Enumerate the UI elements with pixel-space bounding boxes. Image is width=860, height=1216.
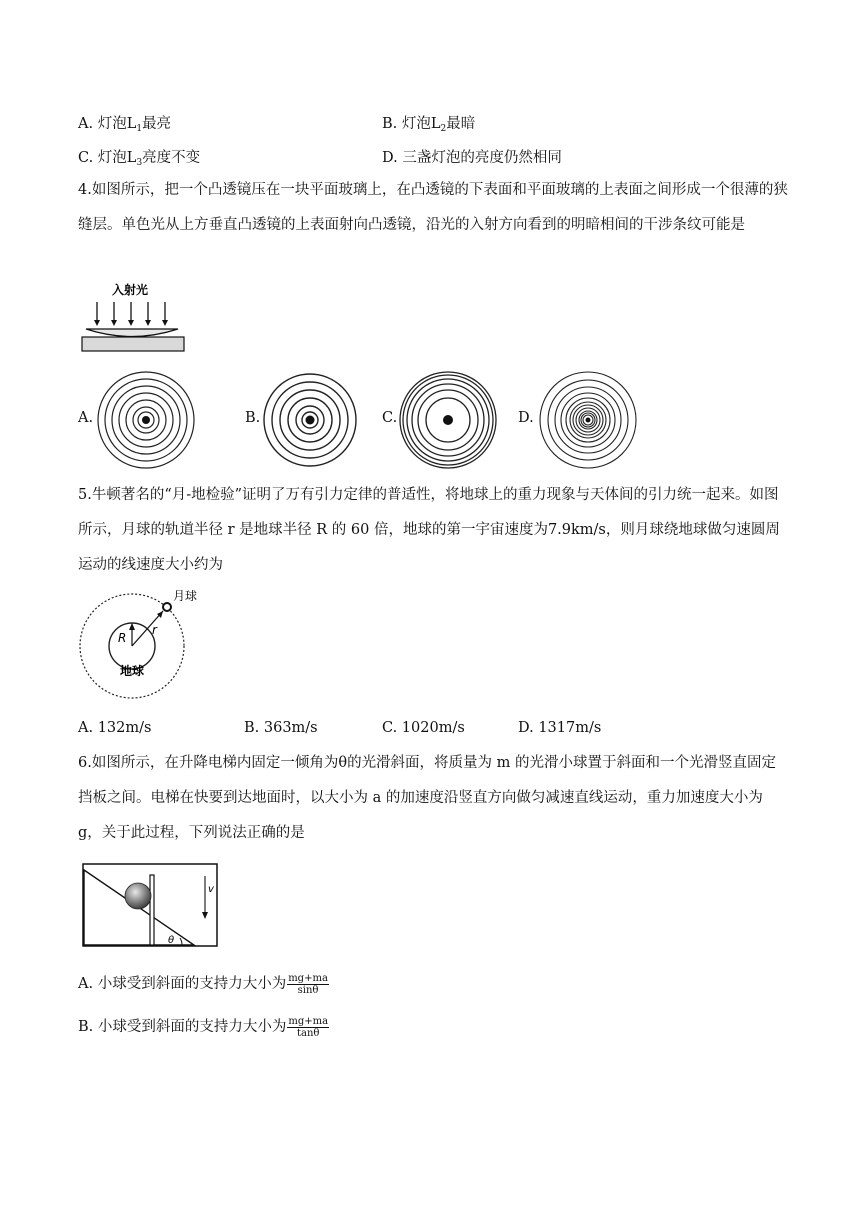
rings-a xyxy=(96,370,196,470)
theta-label: θ xyxy=(168,935,175,946)
q3-option-a xyxy=(78,112,171,134)
q4-option-d-label: D. xyxy=(518,410,534,426)
q3-option-c-sub: 3 xyxy=(136,158,143,168)
q6-stem: 6.如图所示，在升降电梯内固定一倾角为θ的光滑斜面，将质量为 m 的光滑小球置于斜面和一个光滑竖直固定挡板之间。电梯在快要到达地面时，以大小为 a 的加速度沿竖直方向做匀减速直线运动，重力加速度大小为 g，关于此过程，下列说法正确的是 xyxy=(78,755,777,841)
q4-option-c-label: C. xyxy=(382,410,398,426)
q3-option-b-text: B. 灯泡L xyxy=(382,116,441,132)
moon-dot xyxy=(163,603,171,611)
q4-incident-light-label: 入射光 xyxy=(112,283,149,297)
q3-option-c-text: C. 灯泡L xyxy=(78,150,137,166)
convex-lens xyxy=(86,329,178,337)
q6-option-a xyxy=(78,972,329,996)
q3-option-a-sub: 1 xyxy=(136,124,143,134)
rings-d xyxy=(538,370,638,470)
q3-option-a-text: A. 灯泡L xyxy=(78,116,137,132)
q3-option-c-suffix: 亮度不变 xyxy=(142,150,201,166)
glass-plate xyxy=(82,337,184,351)
moon-label: 月球 xyxy=(173,589,198,603)
q5-option-c: C. 1020m/s xyxy=(382,720,465,736)
q6-option-a-denominator: sinθ xyxy=(297,984,319,996)
q6-option-b-denominator: tanθ xyxy=(297,1027,320,1039)
earth-label: 地球 xyxy=(120,664,145,678)
radius-R-label: R xyxy=(118,631,127,645)
q6-option-b-fraction xyxy=(287,1016,329,1039)
q6-option-b-text: B. 小球受到斜面的支持力大小为 xyxy=(78,1019,287,1035)
q3-option-b-suffix: 最暗 xyxy=(446,116,476,132)
rings-c xyxy=(398,370,498,470)
q3-option-b xyxy=(382,112,475,134)
q6-option-b-numerator: mg+ma xyxy=(288,1015,329,1027)
rings-b xyxy=(260,370,360,470)
q3-option-d: D. 三盏灯泡的亮度仍然相同 xyxy=(382,150,562,166)
q6-option-a-numerator: mg+ma xyxy=(288,972,328,984)
radius-r-label: r xyxy=(152,623,157,637)
q6-option-a-fraction xyxy=(287,973,329,996)
ball xyxy=(125,883,151,909)
q5-option-d: D. 1317m/s xyxy=(518,720,602,736)
q5-option-a: A. 132m/s xyxy=(78,720,152,736)
q5-option-b: B. 363m/s xyxy=(244,720,318,736)
q6-option-a-text: A. 小球受到斜面的支持力大小为 xyxy=(78,976,287,992)
q4-option-a-label: A. xyxy=(78,410,94,426)
q3-option-a-suffix: 最亮 xyxy=(142,116,172,132)
velocity-label: v xyxy=(208,884,214,895)
q3-option-b-sub: 2 xyxy=(440,124,447,134)
q6-option-b xyxy=(78,1015,329,1039)
q3-option-c xyxy=(78,146,200,168)
q5-stem: 5.牛顿著名的“月-地检验”证明了万有引力定律的普适性，将地球上的重力现象与天体间的引力统一起来。如图所示，月球的轨道半径 r 是地球半径 R 的 60 倍，地球的第一宇宙速度为7.9km/s，则月球绕地球做匀速圆周运动的线速度大小约为 xyxy=(78,487,780,573)
q5-orbit-figure xyxy=(78,580,198,705)
q4-stem: 4.如图所示，把一个凸透镜压在一块平面玻璃上，在凸透镜的下表面和平面玻璃的上表面之间形成一个很薄的狭缝层。单色光从上方垂直凸透镜的上表面射向凸透镜，沿光的入射方向看到的明暗相间的干涉条纹可能是 xyxy=(78,182,788,233)
q6-elevator-figure xyxy=(82,862,222,952)
q4-option-b-label: B. xyxy=(245,410,261,426)
q4-lens-figure xyxy=(80,280,190,356)
baffle-board xyxy=(150,875,154,945)
incident-arrows xyxy=(94,302,168,326)
